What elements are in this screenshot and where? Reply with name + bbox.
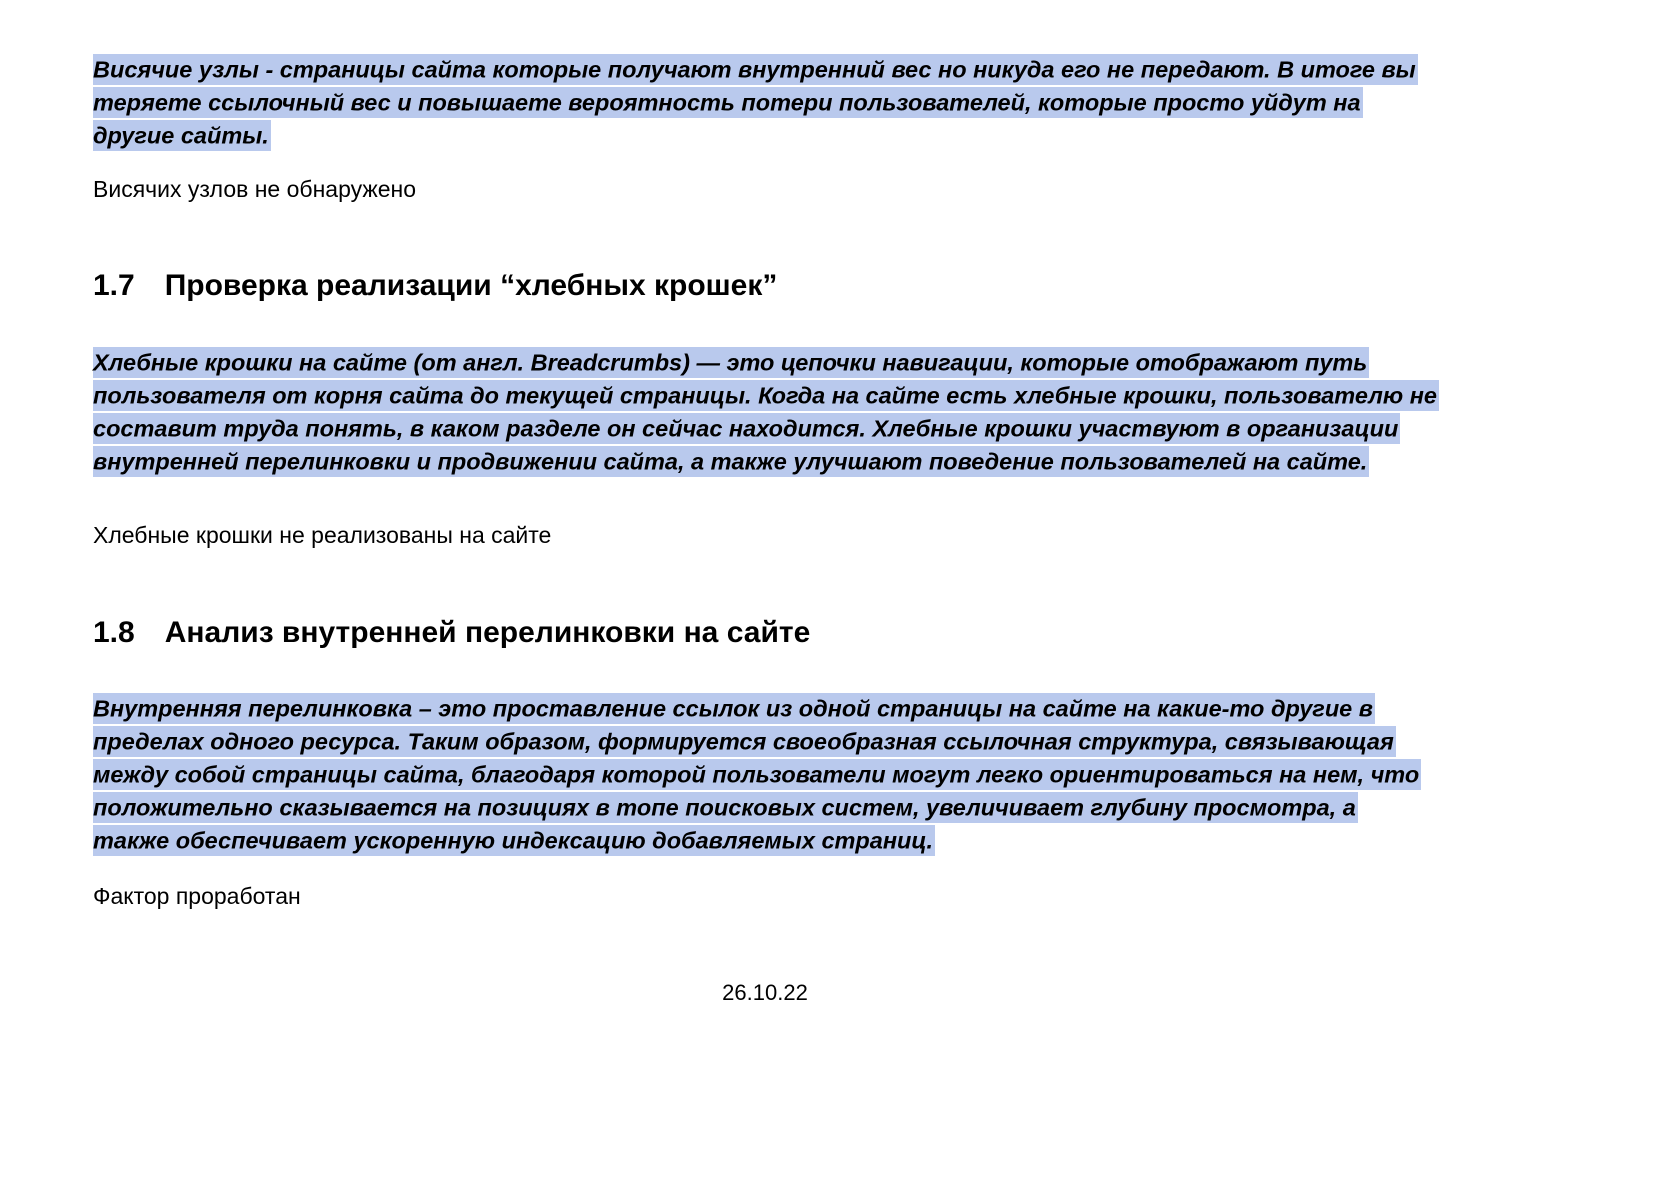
highlighted-text: Внутренняя перелинковка – это проставление ссылок из одной страницы на сайте на какие-то другие в пределах одного ресурса. Таким образом, формируется своеобразная ссылочная структура, связывающая между собой страницы сайта, благодаря которой пользователи могут легко ориентироваться на нем, что положительно сказывается на позициях в топе поисковых систем, увеличивает глубину просмотра, а также обеспечивает ускоренную индексацию добавляемых страниц. bbox=[93, 693, 1421, 856]
internal-linking-definition-paragraph bbox=[93, 692, 1437, 857]
footer-date: 26.10.22 bbox=[722, 980, 808, 1005]
highlighted-text: Висячие узлы - страницы сайта которые получают внутренний вес но никуда его не передают. В итоге вы теряете ссылочный вес и повышаете вероятность потери пользователей, которые просто уйдут на другие сайты. bbox=[93, 54, 1418, 151]
heading-number: 1.7 bbox=[93, 269, 135, 302]
highlighted-text: Хлебные крошки на сайте (от англ. Breadcrumbs) — это цепочки навигации, которые отображают путь пользователя от корня сайта до текущей страницы. Когда на сайте есть хлебные крошки, пользователю не составит труда понять, в каком разделе он сейчас находится. Хлебные крошки участвуют в организации внутренней перелинковки и продвижении сайта, а также улучшают поведение пользователей на сайте. bbox=[93, 347, 1439, 477]
hanging-nodes-definition-paragraph bbox=[93, 53, 1437, 152]
breadcrumbs-definition-paragraph bbox=[93, 346, 1437, 478]
internal-linking-status-text: Фактор проработан bbox=[93, 883, 301, 909]
heading-title: Проверка реализации “хлебных крошек” bbox=[164, 269, 778, 302]
breadcrumbs-status-text: Хлебные крошки не реализованы на сайте bbox=[93, 522, 552, 548]
hanging-nodes-status-text: Висячих узлов не обнаружено bbox=[93, 176, 417, 202]
heading-1-7 bbox=[93, 268, 1437, 303]
heading-title: Анализ внутренней перелинковки на сайте bbox=[164, 616, 811, 649]
heading-number: 1.8 bbox=[93, 616, 135, 649]
heading-1-8 bbox=[93, 615, 1437, 650]
